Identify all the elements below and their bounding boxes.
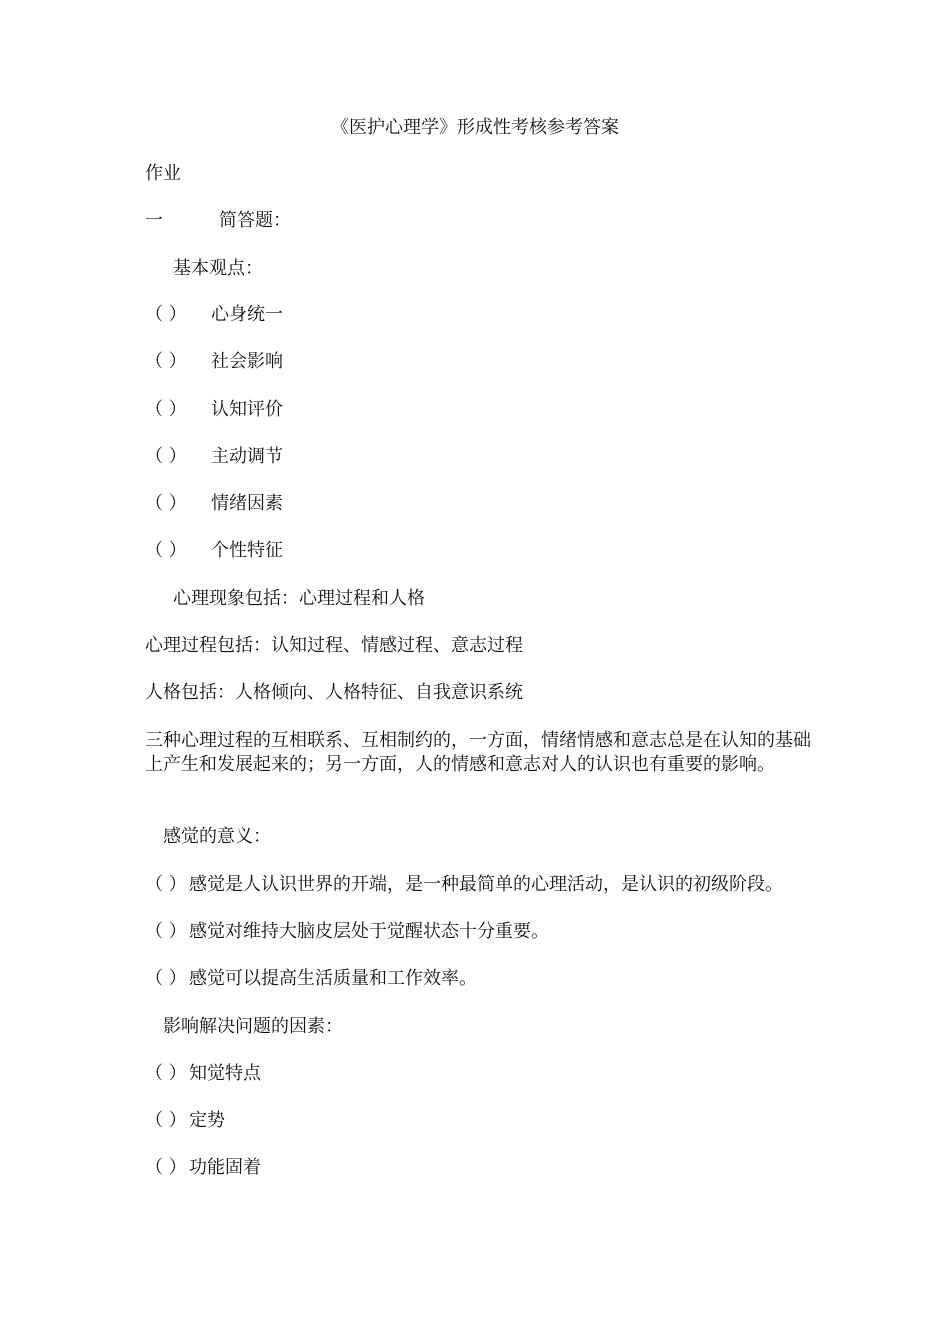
list-marker: （ ） [145, 874, 187, 895]
list-marker: （ ） [145, 968, 187, 989]
list-item-text: 感觉可以提高生活质量和工作效率。 [189, 968, 477, 989]
list-item-text: 社会影响 [211, 351, 283, 372]
q2-line-1: 心理过程包括：认知过程、情感过程、意志过程 [145, 635, 523, 656]
list-marker: （ ） [145, 1063, 187, 1084]
list-item-text: 主动调节 [211, 446, 283, 467]
list-marker: （ ） [145, 446, 187, 467]
list-marker: （ ） [145, 540, 187, 561]
list-item [145, 1109, 225, 1133]
q2-heading: 心理现象包括：心理过程和人格 [173, 588, 425, 609]
list-item-text: 感觉是人认识世界的开端，是一种最简单的心理活动，是认识的初级阶段。 [189, 874, 783, 895]
part-title: 简答题： [219, 210, 291, 231]
list-item-text: 感觉对维持大脑皮层处于觉醒状态十分重要。 [189, 921, 549, 942]
q2-paragraph: 三种心理过程的互相联系、互相制约的，一方面，情绪情感和意志总是在认知的基础上产生和发展起来的；另一方面，人的情感和意志对人的认识也有重要的影响。 [145, 730, 811, 775]
q3-heading: 感觉的意义： [163, 826, 271, 847]
list-marker: （ ） [145, 1110, 187, 1131]
list-marker: （ ） [145, 304, 187, 325]
list-item [145, 398, 283, 422]
list-item-text: 功能固着 [189, 1157, 261, 1178]
list-marker: （ ） [145, 1157, 187, 1178]
list-item-text: 定势 [189, 1110, 225, 1131]
q4-heading: 影响解决问题的因素： [163, 1016, 343, 1037]
list-marker: （ ） [145, 921, 187, 942]
list-item-text: 认知评价 [211, 399, 283, 420]
list-item-text: 知觉特点 [189, 1063, 261, 1084]
part-number: 一 [145, 210, 163, 231]
part-heading [145, 209, 291, 233]
list-marker: （ ） [145, 351, 187, 372]
list-item [145, 350, 283, 374]
list-item [145, 873, 783, 897]
list-item-text: 心身统一 [211, 304, 283, 325]
list-item [145, 920, 549, 944]
list-marker: （ ） [145, 493, 187, 514]
list-item-text: 情绪因素 [211, 493, 283, 514]
list-item [145, 445, 283, 469]
list-marker: （ ） [145, 399, 187, 420]
section-heading: 作业 [145, 163, 181, 184]
list-item [145, 1156, 261, 1180]
q1-heading: 基本观点： [173, 258, 263, 279]
document-title: 《医护心理学》形成性考核参考答案 [331, 117, 619, 138]
list-item [145, 539, 283, 563]
q2-line-2: 人格包括：人格倾向、人格特征、自我意识系统 [145, 682, 523, 703]
list-item [145, 1062, 261, 1086]
list-item-text: 个性特征 [211, 540, 283, 561]
list-item [145, 967, 477, 991]
list-item [145, 492, 283, 516]
list-item [145, 303, 283, 327]
